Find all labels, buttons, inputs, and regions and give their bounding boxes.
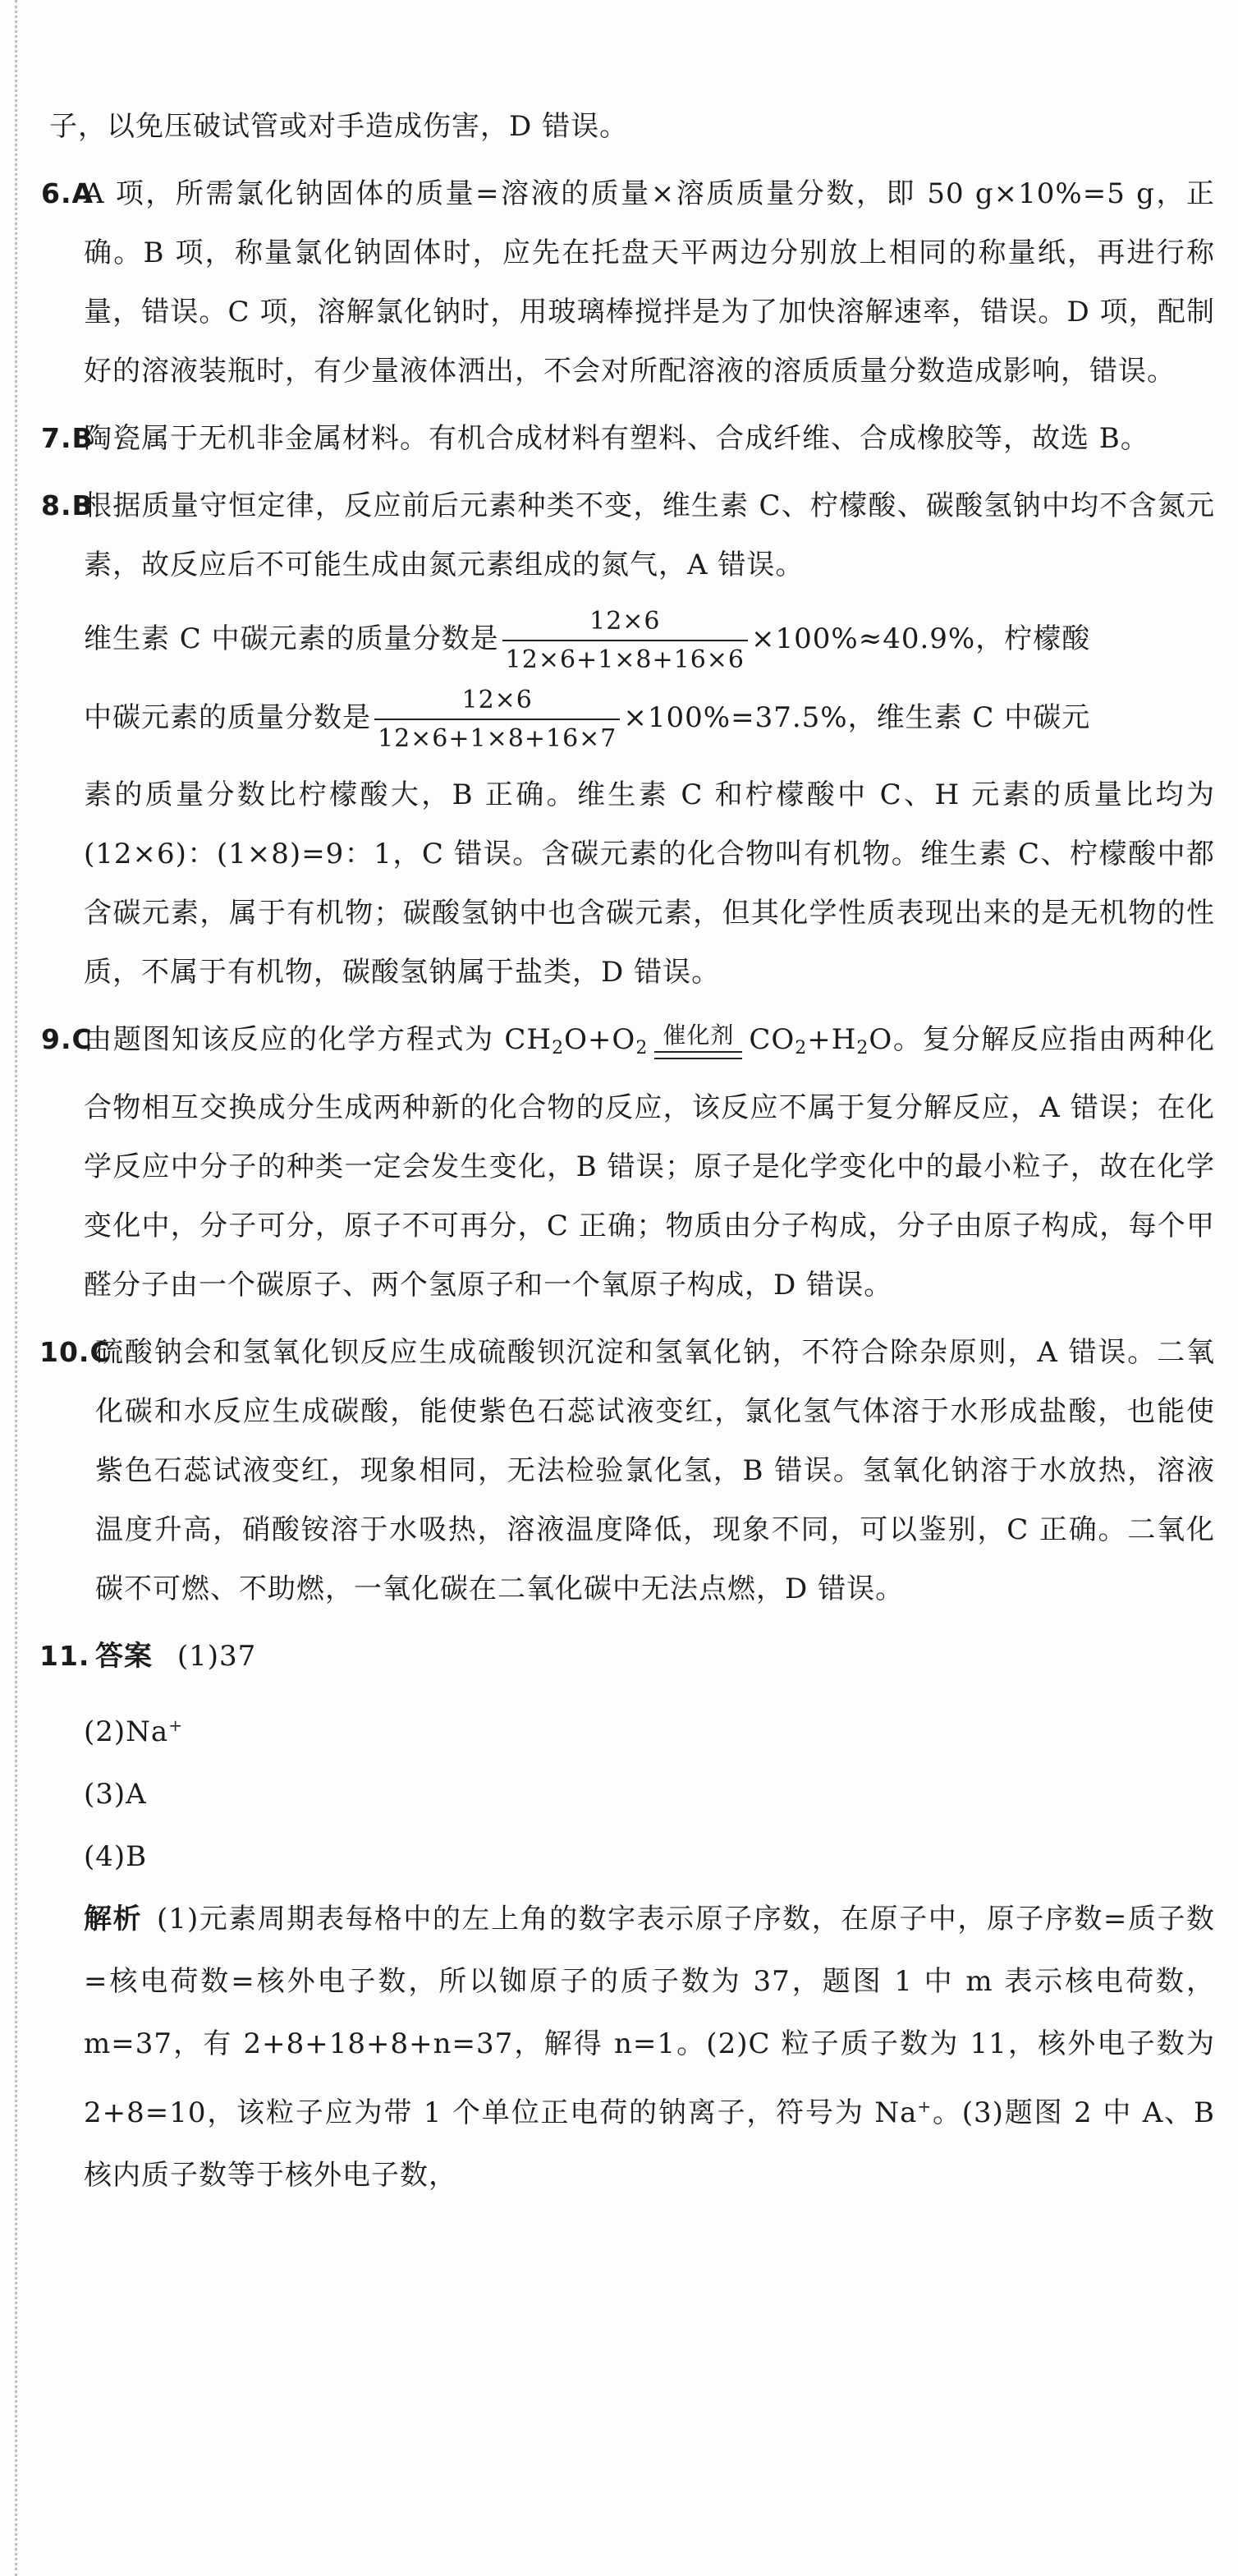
formula-1-suffix: ×100%≈40.9%，柠檬酸 xyxy=(751,622,1091,655)
question-8-text-1: 根据质量守恒定律，反应前后元素种类不变，维生素 C、柠檬酸、碳酸氢钠中均不含氮元素，故反应后不可能生成由氮元素组成的氮气，A 错误。 xyxy=(84,489,1215,581)
formula-line-1 xyxy=(84,608,1215,673)
answer-list xyxy=(49,1694,1215,2206)
analysis-text-1: (1)元素周期表每格中的左上角的数字表示原子序数，在原子中，原子序数=质子数=核电荷数=核外电子数，所以铷原子的质子数为 37，题图 1 中 m 表示核电荷数，m=37，有 2+8+18+8+n=37，解得 n=1。(2)C 粒子质子数为 11，核外电子数为 2+8=10，该粒子应为带 1 个单位正电荷的钠离子，符号为 Na xyxy=(84,1903,1215,2129)
question-11-number: 11. xyxy=(39,1640,90,1672)
answer-content xyxy=(39,97,1216,2206)
catalyst-label: 催化剂 xyxy=(663,1021,735,1049)
fraction-1 xyxy=(502,608,748,673)
fraction-2-denominator: 12×6+1×8+16×7 xyxy=(378,724,617,753)
answer-2 xyxy=(84,1694,1215,1763)
question-7-text: 陶瓷属于无机非金属材料。有机合成材料有塑料、合成纤维、合成橡胶等，故选 B。 xyxy=(84,422,1149,455)
formula-1-prefix: 维生素 C 中碳元素的质量分数是 xyxy=(84,622,499,655)
equals-bar xyxy=(654,1051,742,1059)
answer-2-text: (2)Na xyxy=(84,1715,169,1748)
analysis-superscript: + xyxy=(917,2096,933,2116)
question-10 xyxy=(39,1323,1215,1619)
fraction-2 xyxy=(374,686,620,752)
equation-part: O+O xyxy=(564,1023,636,1056)
question-9-text: 解反应指由两种化合物相互交换成分生成两种新的化合物的反应，该反应不属于复分解反应，A 错误；在化学反应中分子的种类一定会发生变化，B 错误；原子是化学变化中的最小粒子，故在化学变化中，分子可分，原子不可再分，C 正确；物质由分子构成，分子由原子构成，每个甲醛分子由一个碳原子、两个氢原子和一个氧原子构成，D 错误。 xyxy=(84,1023,1216,1302)
equation-part: CO xyxy=(749,1023,796,1056)
equation-part: +H xyxy=(807,1023,857,1056)
equation-subscript: 2 xyxy=(552,1038,565,1058)
formula-2-suffix: ×100%=37.5%，维生素 C 中碳元 xyxy=(623,701,1091,734)
answer-3: (3)A xyxy=(84,1778,147,1811)
fraction-1-denominator: 12×6+1×8+16×6 xyxy=(505,645,745,674)
equation-subscript: 2 xyxy=(795,1038,808,1058)
question-7 xyxy=(41,409,1215,468)
question-9 xyxy=(41,1010,1216,1315)
question-8-text-2: 素的质量分数比柠檬酸大，B 正确。维生素 C 和柠檬酸中 C、H 元素的质量比均为(12×6)：(1×8)=9：1，C 错误。含碳元素的化合物叫有机物。维生素 C、柠檬酸中都含碳元素，属于有机物；碳酸氢钠中也含碳元素，但其化学性质表现出来的是无机物的性质，不属于有机物，碳酸氢钠属于盐类，D 错误。 xyxy=(84,778,1215,989)
question-11 xyxy=(39,1627,1215,1686)
fraction-2-numerator: 12×6 xyxy=(374,686,620,720)
answer-label: 答案 xyxy=(95,1640,153,1673)
answer-1: (1)37 xyxy=(177,1640,257,1673)
answer-4: (4)B xyxy=(84,1840,148,1873)
analysis-label: 解析 xyxy=(84,1903,143,1935)
question-8 xyxy=(41,476,1215,1002)
question-10-number: 10.C xyxy=(39,1336,111,1368)
analysis-text-2: 。(3)题图 2 中 A、B 核内质子数等于核外电子数， xyxy=(84,2096,1215,2192)
fraction-1-numerator: 12×6 xyxy=(502,608,748,641)
question-6 xyxy=(41,164,1215,401)
question-10-text: 硫酸钠会和氢氧化钡反应生成硫酸钡沉淀和氢氧化钠，不符合除杂原则，A 错误。二氧化碳和水反应生成碳酸，能使紫色石蕊试液变红，氯化氢气体溶于水形成盐酸，也能使紫色石蕊试液变红，现象相同，无法检验氯化氢，B 错误。氢氧化钠溶于水放热，溶液温度升高，硝酸铵溶于水吸热，溶液温度降低，现象不同，可以鉴别，C 正确。二氧化碳不可燃、不助燃，一氧化碳在二氧化碳中无法点燃，D 错误。 xyxy=(95,1336,1215,1605)
question-7-number: 7.B xyxy=(41,422,94,454)
binding-margin-line xyxy=(15,0,17,2576)
question-6-number: 6.A xyxy=(41,177,94,209)
question-9-number: 9.C xyxy=(41,1023,93,1055)
analysis xyxy=(84,1888,1215,2206)
equation-part: O。复分 xyxy=(869,1023,982,1056)
question-8-number: 8.B xyxy=(41,489,94,521)
formula-2-prefix: 中碳元素的质量分数是 xyxy=(84,701,371,734)
formula-line-2 xyxy=(84,686,1215,752)
chemical-equation xyxy=(84,1023,981,1056)
question-6-text: A 项，所需氯化钠固体的质量=溶液的质量×溶质质量分数，即 50 g×10%=5 g，正确。B 项，称量氯化钠固体时，应先在托盘天平两边分别放上相同的称量纸，再进行称量，错误。C 项，溶解氯化钠时，用玻璃棒搅拌是为了加快溶解速率，错误。D 项，配制好的溶液装瓶时，有少量液体洒出，不会对所配溶液的溶质质量分数造成影响，错误。 xyxy=(84,177,1215,388)
reaction-condition xyxy=(654,1023,742,1060)
equation-part: 由题图知该反应的化学方程式为 CH xyxy=(84,1023,553,1056)
equation-subscript: 2 xyxy=(856,1038,869,1058)
intro-line: 子，以免压破试管或对手造成伤害，D 错误。 xyxy=(49,110,629,143)
answer-2-superscript: + xyxy=(168,1715,183,1735)
equation-subscript: 2 xyxy=(635,1038,649,1058)
